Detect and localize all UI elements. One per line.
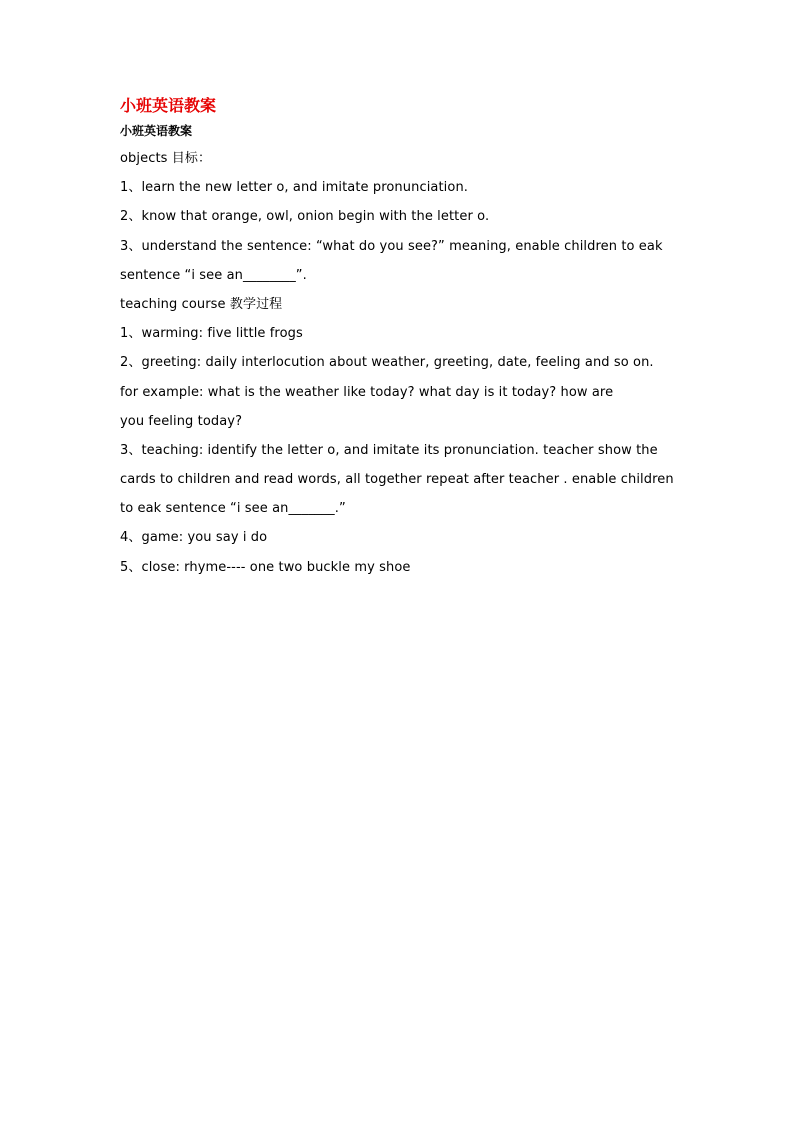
objects-heading: objects 目标：: [120, 151, 212, 166]
course-step-2-continued: for example: what is the weather like today? what day is it today? how are: [120, 384, 614, 400]
teaching-course-heading: teaching course 教学过程: [120, 296, 283, 312]
course-step-5: 5、close: rhyme---- one two buckle my shoe: [120, 559, 411, 575]
course-step-3-continued-end: to eak sentence “i see an_______.”: [120, 501, 346, 517]
course-step-4: 4、game: you say i do: [120, 530, 268, 546]
course-step-2: 2、greeting: daily interlocution about weather, greeting, date, feeling and so on.: [120, 355, 654, 371]
document-body: [120, 94, 680, 582]
document-subtitle: 小班英语教案: [120, 124, 193, 138]
objective-item-2: 2、know that orange, owl, onion begin with the letter o.: [120, 209, 490, 225]
course-step-1: 1、warming: five little frogs: [120, 326, 303, 342]
objective-item-1: 1、learn the new letter o, and imitate pronunciation.: [120, 180, 469, 196]
objective-item-3: 3、understand the sentence: “what do you see?” meaning, enable children to eak: [120, 238, 663, 254]
objective-item-3-continued: sentence “i see an________”.: [120, 267, 307, 283]
course-step-2-continued-end: you feeling today?: [120, 413, 243, 429]
course-step-3-continued: cards to children and read words, all together repeat after teacher . enable children: [120, 472, 674, 488]
course-step-3: 3、teaching: identify the letter o, and imitate its pronunciation. teacher show the: [120, 442, 658, 458]
document-title: 小班英语教案: [120, 96, 217, 115]
